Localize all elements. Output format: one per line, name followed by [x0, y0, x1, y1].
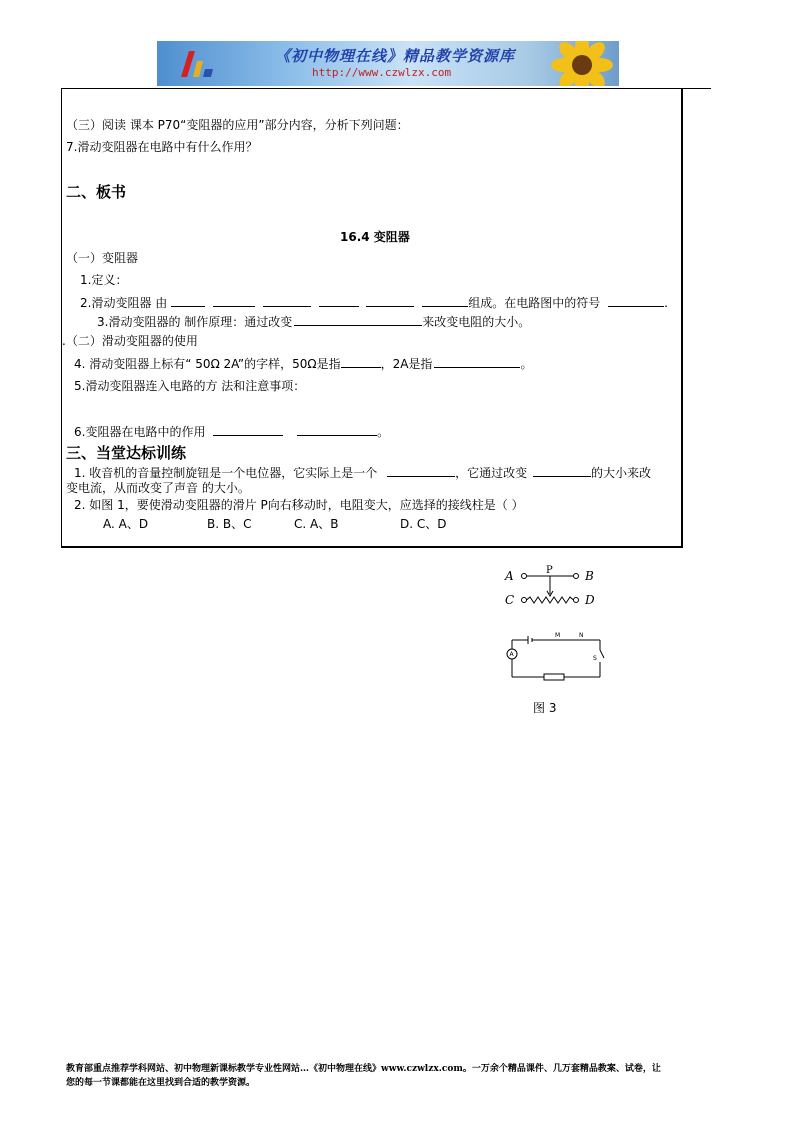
item-6-end: 。: [377, 425, 390, 439]
switch-s-label: S: [593, 655, 597, 662]
blank-6-2[interactable]: [297, 424, 377, 436]
blank-4-2[interactable]: [434, 356, 520, 368]
blank-2-2[interactable]: [213, 295, 255, 307]
practice-q1: [74, 465, 651, 480]
item-2: [80, 295, 668, 310]
q1-text-a: 1. 收音机的音量控制旋钮是一个电位器，它实际上是一个: [74, 466, 378, 480]
subheading-usage: .（二）滑动变阻器的使用: [62, 334, 198, 348]
blank-2-6[interactable]: [422, 295, 468, 307]
question-7: 7.滑动变阻器在电路中有什么作用？: [66, 140, 258, 154]
q1-text-c: 的大小来改: [590, 466, 651, 480]
blank-q1-1[interactable]: [387, 465, 455, 477]
banner-title: 《初中物理在线》精品教学资源库: [275, 47, 516, 65]
option-d[interactable]: D. C、D: [400, 517, 447, 531]
blank-6-1[interactable]: [213, 424, 283, 436]
header-banner: [157, 41, 619, 86]
footer-line-1: 教育部重点推荐学科网站、初中物理新课标教学专业性网站…《初中物理在线》www.czwlzx.com。一万余个精品课件、几万套精品教案、试卷，让: [66, 1064, 661, 1074]
practice-q2: 2. 如图 1，要使滑动变阻器的滑片 P向右移动时，电阻变大，应选择的接线柱是（ ）: [74, 498, 524, 512]
site-logo-icon: [179, 49, 219, 81]
blank-2-symbol[interactable]: [608, 295, 664, 307]
section-heading-practice: 三、当堂达标训练: [66, 444, 187, 462]
footer-line-2: 您的每一节课都能在这里找到合适的教学资源。: [66, 1078, 256, 1088]
blank-3[interactable]: [294, 314, 422, 326]
clip-n-label: N: [579, 632, 584, 639]
item-2-text: 2.滑动变阻器 由: [80, 296, 168, 310]
item-4-text: 4. 滑动变阻器上标有“ 50Ω 2A”的字样，50Ω是指: [74, 357, 341, 371]
ammeter-label: A: [509, 651, 514, 658]
terminal-d-label: D: [585, 593, 595, 607]
rheostat-circuit-figure: [500, 560, 620, 690]
item-5: 5.滑动变阻器连入电路的方 法和注意事项：: [74, 379, 306, 393]
terminal-a-label: A: [505, 569, 514, 583]
terminal-b-label: B: [585, 569, 594, 583]
option-c[interactable]: C. A、B: [294, 517, 339, 531]
item-2-text-b: 组成。在电路图中的符号: [468, 296, 601, 310]
blank-2-5[interactable]: [366, 295, 414, 307]
blank-2-1[interactable]: [171, 295, 205, 307]
subheading-rheostat: （一）变阻器: [66, 251, 139, 265]
board-title: 16.4 变阻器: [340, 230, 410, 244]
item-4-text-b: ，2A是指: [380, 357, 433, 371]
banner-url[interactable]: http://www.czwlzx.com: [312, 66, 452, 79]
item-4-end: 。: [520, 357, 533, 371]
item-3-text-b: 来改变电阻的大小。: [422, 315, 531, 329]
terminal-c-label: C: [505, 593, 515, 607]
section-heading-blackboard: 二、板书: [66, 183, 127, 201]
item-6-text: 6.变阻器在电路中的作用: [74, 425, 206, 439]
slider-p-label: P: [546, 565, 553, 576]
blank-2-4[interactable]: [319, 295, 359, 307]
item-2-period: .: [664, 296, 668, 310]
sunflower-icon: [542, 41, 619, 86]
item-3-text: 3.滑动变阻器的 制作原理：通过改变: [97, 315, 293, 329]
blank-2-3[interactable]: [263, 295, 311, 307]
q1-text-b: ，它通过改变: [455, 466, 528, 480]
option-b[interactable]: B. B、C: [207, 517, 252, 531]
clip-m-label: M: [555, 632, 561, 639]
blank-q1-2[interactable]: [533, 465, 591, 477]
option-a[interactable]: A. A、D: [103, 517, 149, 531]
practice-q1-cont: 变电流，从而改变了声音 的大小。: [66, 481, 250, 495]
blank-4-1[interactable]: [341, 356, 381, 368]
definition-item: 1.定义：: [80, 273, 128, 287]
figure-caption: 图 3: [533, 701, 557, 715]
item-4: [74, 356, 532, 371]
reading-prompt: （三）阅读 课本 P70“变阻器的应用”部分内容，分析下列问题：: [66, 118, 409, 132]
item-3: [97, 314, 530, 329]
item-6: [74, 424, 389, 439]
